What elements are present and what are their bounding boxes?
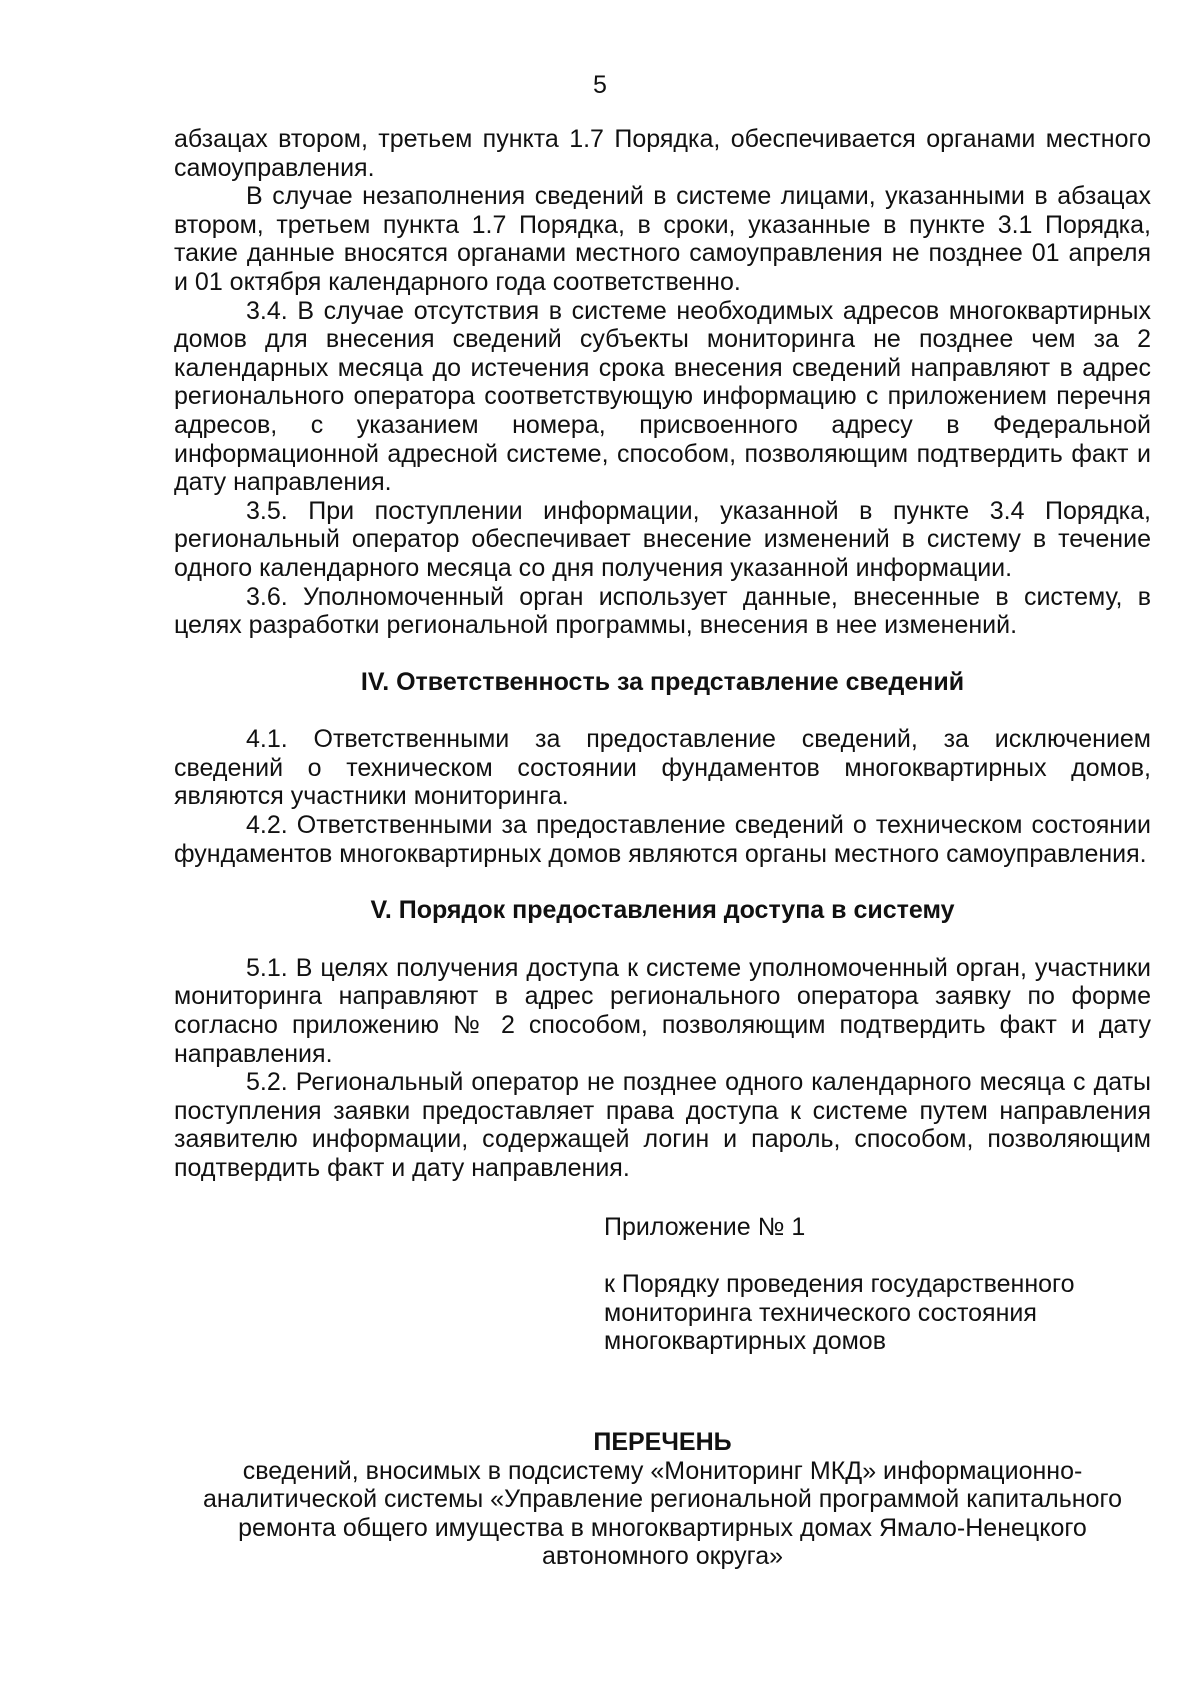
paragraph-5-2: 5.2. Региональный оператор не позднее одного календарного месяца с даты поступления заявки предоставляет права доступа к системе путем направления заявителю информации, содержащей логин и пароль, способом, позволяющим подтвердить факт и дату направления. <box>174 1068 1151 1182</box>
section-iv-heading: IV. Ответственность за представление сведений <box>360 667 965 696</box>
list-subtitle-line: сведений, вносимых в подсистему «Мониторинг МКД» информационно- <box>242 1456 1083 1485</box>
list-subtitle-line: ремонта общего имущества в многоквартирных домах Ямало-Ненецкого <box>238 1513 1087 1542</box>
paragraph-3-5: 3.5. При поступлении информации, указанной в пункте 3.4 Порядка, региональный оператор обеспечивает внесение изменений в систему в течение одного календарного месяца со дня получения указанной информации. <box>174 496 1151 582</box>
appendix-title: Приложение № 1 <box>604 1212 806 1241</box>
paragraph-continuation: абзацах втором, третьем пункта 1.7 Порядка, обеспечивается органами местного самоуправления. <box>174 125 1151 182</box>
appendix-reference <box>604 1270 1151 1356</box>
appendix-line: мониторинга технического состояния <box>604 1298 1037 1327</box>
appendix-line: многоквартирных домов <box>604 1327 886 1356</box>
document-body <box>174 125 1151 1571</box>
appendix-line: к Порядку проведения государственного <box>604 1270 1075 1299</box>
list-subtitle <box>154 1457 1171 1571</box>
paragraph-4-2: 4.2. Ответственными за предоставление сведений о техническом состоянии фундаментов многоквартирных домов являются органы местного самоуправления. <box>174 811 1151 868</box>
section-v-heading: V. Порядок предоставления доступа в систему <box>370 896 955 925</box>
list-title: ПЕРЕЧЕНЬ <box>593 1427 732 1456</box>
paragraph-3-6: 3.6. Уполномоченный орган использует данные, внесенные в систему, в целях разработки региональной программы, внесения в нее изменений. <box>174 582 1151 640</box>
paragraph-5-1: 5.1. В целях получения доступа к системе уполномоченный орган, участники мониторинга направляют в адрес регионального оператора заявку по форме согласно приложению № 2 способом, позволяющим подтвердить факт и дату направления. <box>174 953 1151 1068</box>
list-subtitle-line: автономного округа» <box>541 1542 784 1571</box>
paragraph-missing-data: В случае незаполнения сведений в системе лицами, указанными в абзацах втором, третьем пункта 1.7 Порядка, в сроки, указанные в пункте 3.1 Порядка, такие данные вносятся органами местного самоуправления не позднее 01 апреля и 01 октября календарного года соответственно. <box>174 182 1151 296</box>
paragraph-3-4: 3.4. В случае отсутствия в системе необходимых адресов многоквартирных домов для внесения сведений субъекты мониторинга не позднее чем за 2 календарных месяца до истечения срока внесения сведений направляют в адрес регионального оператора соответствующую информацию с приложением перечня адресов, с указанием номера, присвоенного адресу в Федеральной информационной адресной системе, способом, позволяющим подтвердить факт и дату направления. <box>174 296 1151 497</box>
list-subtitle-line: аналитической системы «Управление региональной программой капитального <box>203 1485 1122 1514</box>
page-number: 5 <box>593 71 607 99</box>
paragraph-4-1: 4.1. Ответственными за предоставление сведений, за исключением сведений о техническом состоянии фундаментов многоквартирных домов, являются участники мониторинга. <box>174 725 1151 811</box>
